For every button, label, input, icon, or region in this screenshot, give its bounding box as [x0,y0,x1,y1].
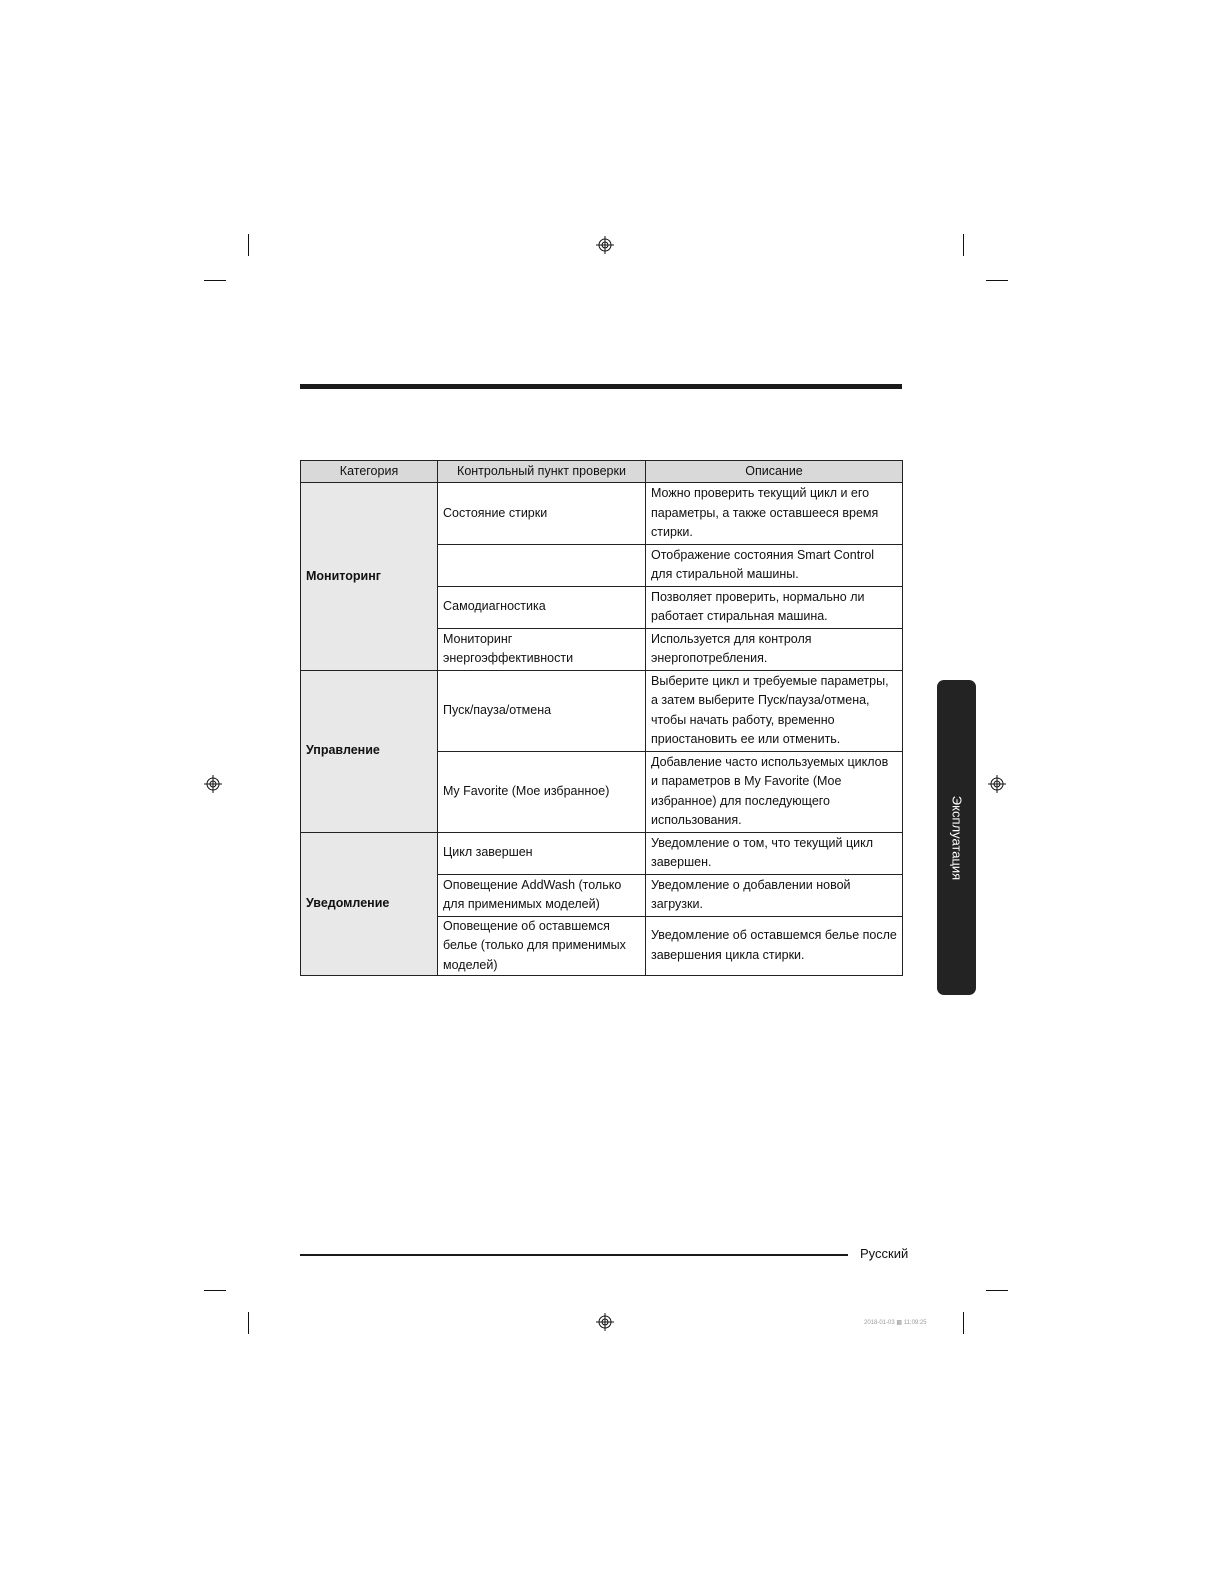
crop-mark [986,280,1008,281]
column-header-category: Категория [301,461,438,483]
category-cell-notification: Уведомление [301,832,438,976]
checkpoint-cell: Пуск/пауза/отмена [438,670,646,751]
registration-crosshair-icon [596,236,614,254]
description-cell: Уведомление о том, что текущий цикл завершен. [646,832,903,874]
checkpoint-cell [438,544,646,586]
footer-language-label: Русский [860,1246,909,1261]
print-timestamp: 2018-01-03 ▩ 11:09:25 [864,1320,927,1326]
section-side-tab-label: Эксплуатация [949,795,964,880]
registration-crosshair-icon [204,775,222,793]
table-row [301,483,903,545]
checkpoint-cell: Цикл завершен [438,832,646,874]
crop-mark [204,280,226,281]
checkpoint-cell: Мониторинг энергоэффективности [438,628,646,670]
checkpoint-cell: Оповещение AddWash (только для применимых моделей) [438,874,646,916]
description-cell: Отображение состояния Smart Control для стиральной машины. [646,544,903,586]
crop-mark [248,1312,249,1334]
smart-control-features-table [300,460,903,976]
header-rule [300,384,902,389]
checkpoint-cell: Самодиагностика [438,586,646,628]
crop-mark [204,1290,226,1291]
crop-mark [963,1312,964,1334]
crop-mark [248,234,249,256]
column-header-description: Описание [646,461,903,483]
description-cell: Уведомление о добавлении новой загрузки. [646,874,903,916]
checkpoint-cell: My Favorite (Мое избранное) [438,751,646,832]
section-side-tab [937,680,976,995]
registration-crosshair-icon [596,1313,614,1331]
checkpoint-cell: Оповещение об оставшемся белье (только для применимых моделей) [438,916,646,976]
table-row [301,832,903,874]
crop-mark [986,1290,1008,1291]
table-header-row [301,461,903,483]
description-cell: Позволяет проверить, нормально ли работает стиральная машина. [646,586,903,628]
category-cell-control: Управление [301,670,438,832]
column-header-checkpoint: Контрольный пункт проверки [438,461,646,483]
description-cell: Выберите цикл и требуемые параметры, а затем выберите Пуск/пауза/отмена, чтобы начать работу, временно приостановить ее или отменить. [646,670,903,751]
description-cell: Добавление часто используемых циклов и параметров в My Favorite (Мое избранное) для последующего использования. [646,751,903,832]
checkpoint-cell: Состояние стирки [438,483,646,545]
description-cell: Можно проверить текущий цикл и его параметры, а также оставшееся время стирки. [646,483,903,545]
description-cell: Уведомление об оставшемся белье после завершения цикла стирки. [646,916,903,976]
table-row [301,670,903,751]
registration-crosshair-icon [988,775,1006,793]
crop-mark [963,234,964,256]
category-cell-monitoring: Мониторинг [301,483,438,671]
footer-rule [300,1254,848,1256]
description-cell: Используется для контроля энергопотребления. [646,628,903,670]
